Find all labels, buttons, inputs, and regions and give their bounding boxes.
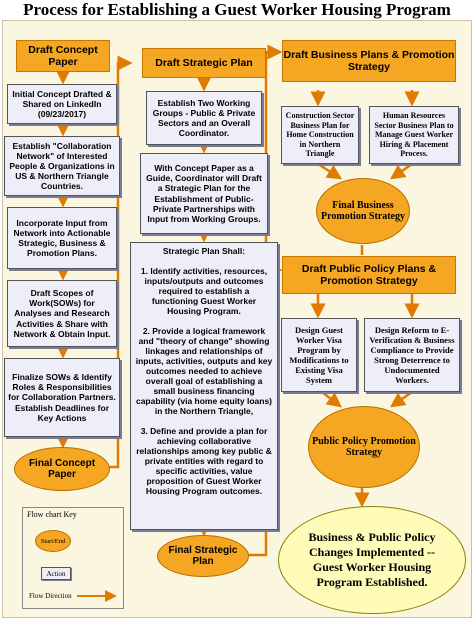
key-flow-arrow-icon	[23, 508, 125, 610]
final-business-promotion-oval: Final Business Promotion Strategy	[316, 178, 410, 244]
construction-sector-plan-box: Construction Sector Business Plan for Home Construction in Northern Triangle	[281, 106, 359, 164]
page-title: Process for Establishing a Guest Worker Housing Program	[23, 0, 451, 19]
draft-business-plans-header: Draft Business Plans & Promotion Strategy	[282, 40, 456, 82]
guest-worker-visa-box: Design Guest Worker Visa Program by Modifications to Existing Visa System	[281, 318, 357, 392]
col1-step-incorporate-input: Incorporate Input from Network into Actionable Strategic, Business & Promotion Plans.	[7, 207, 117, 269]
col1-step-finalize-sows: Finalize SOWs & Identify Roles & Responsibilities for Collaboration Partners. Establish Deadlines for Key Actions	[4, 358, 120, 437]
final-outcome-oval: Business & Public Policy Changes Implemented -- Guest Worker Housing Program Established.	[278, 506, 466, 614]
e-verification-reform-box: Design Reform to E-Verification & Business Compliance to Provide Strong Deterrence to Undocumented Workers.	[364, 318, 460, 392]
plan-item-1: 1. Identify activities, resources, inputs/outputs and outcomes required to establish a functioning Guest Worker Housing Program.	[140, 266, 268, 317]
plan-item-3: 3. Define and provide a plan for achieving collaborative relationships among key public & private entities with regard to specific activities, value proposition of Guest Worker Housing Program outcomes.	[136, 426, 272, 497]
draft-public-policy-header: Draft Public Policy Plans & Promotion Strategy	[282, 256, 456, 294]
col1-step-collaboration-network: Establish "Collaboration Network" of Interested People & Organizations in US & Northern Triangle Countries.	[4, 136, 120, 196]
draft-concept-paper-header: Draft Concept Paper	[16, 40, 110, 72]
public-policy-promotion-oval: Public Policy Promotion Strategy	[308, 406, 420, 488]
col2-step-working-groups: Establish Two Working Groups - Public & Private Sectors and an Overall Coordinator.	[146, 91, 262, 145]
col2-step-coordinator-draft: With Concept Paper as a Guide, Coordinator will Draft a Strategic Plan for the Establishment of Public-Private Partnerships with Input from Working Groups.	[140, 153, 268, 234]
col1-step-draft-sows: Draft Scopes of Work(SOWs) for Analyses and Research Activities & Share with Network & Obtain Input.	[7, 280, 117, 347]
flowchart-key	[22, 507, 124, 609]
strategic-plan-shall-box	[130, 242, 278, 530]
key-title: Flow chart Key	[27, 510, 77, 519]
key-start-end-oval: Start/End	[35, 530, 71, 552]
human-resources-plan-box: Human Resources Sector Business Plan to Manage Guest Worker Hiring & Placement Process.	[369, 106, 459, 164]
final-strategic-plan-oval: Final Strategic Plan	[157, 535, 249, 577]
key-flow-direction-label: Flow Direction	[29, 592, 72, 600]
key-action-box: Action	[41, 567, 71, 580]
plan-intro: Strategic Plan Shall:	[162, 246, 246, 256]
col1-step-initial-concept: Initial Concept Drafted & Shared on LinkedIn (09/23/2017)	[7, 84, 117, 124]
plan-item-2: 2. Provide a logical framework and "theory of change" showing linkages and relationships of inputs, activities, outputs and key outcomes needed to achieve overall goal of establishing a small business financing capability (via home equity loans) in the Northern Triangle,	[135, 326, 273, 417]
draft-strategic-plan-header: Draft Strategic Plan	[142, 48, 266, 78]
final-concept-paper-oval: Final Concept Paper	[14, 447, 110, 491]
